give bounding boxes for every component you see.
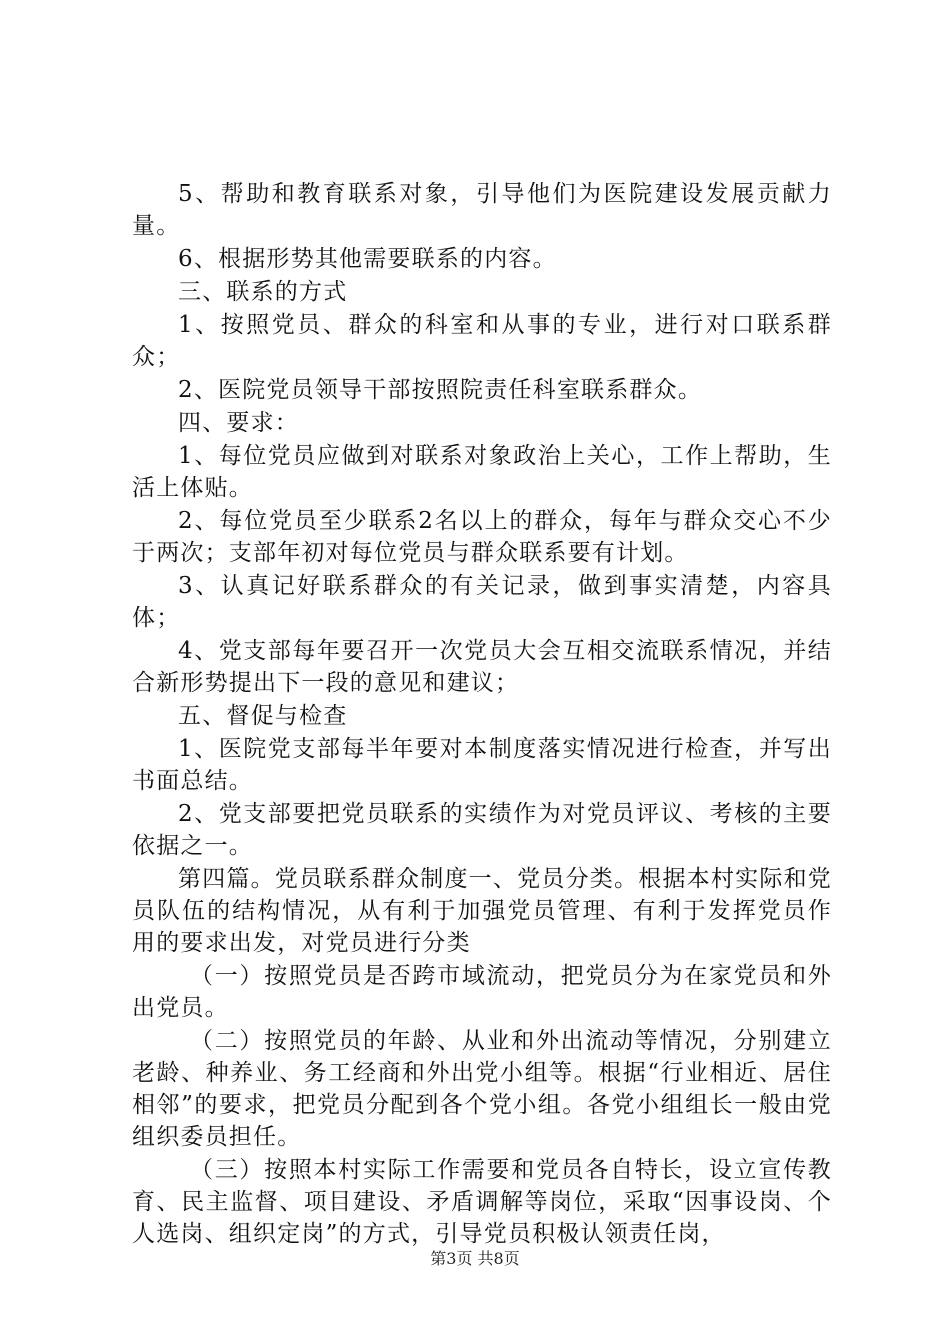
paragraph: 2、医院党员领导干部按照院责任科室联系群众。 (178, 377, 703, 403)
paragraph: （二）按照党员的年龄、从业和外出流动等情况，分别建立老龄、种养业、务工经商和外出党小组等。根据“行业相近、居住相邻”的要求，把党员分配到各个党小组。各党小组组长一般由党组织委员担任。 (132, 1028, 832, 1150)
paragraph: 2、党支部要把党员联系的实绩作为对党员评议、考核的主要依据之一。 (132, 801, 832, 859)
paragraph: 4、党支部每年要召开一次党员大会互相交流联系情况，并结合新形势提出下一段的意见和建议； (132, 638, 832, 696)
paragraph: 第四篇。党员联系群众制度一、党员分类。根据本村实际和党员队伍的结构情况，从有利于加强党员管理、有利于发挥党员作用的要求出发，对党员进行分类 (132, 866, 832, 956)
paragraph: 五、督促与检查 (178, 703, 348, 729)
paragraph: 1、按照党员、群众的科室和从事的专业，进行对口联系群众； (132, 312, 832, 370)
paragraph: 三、联系的方式 (178, 279, 348, 305)
paragraph: 3、认真记好联系群众的有关记录，做到事实清楚，内容具体； (132, 573, 832, 631)
page-footer: 第3页 共8页 (430, 1249, 520, 1268)
document-body (132, 178, 832, 1251)
paragraph: 1、每位党员应做到对联系对象政治上关心，工作上帮助，生活上体贴。 (132, 443, 832, 501)
paragraph: 四、要求： (178, 410, 299, 436)
paragraph: （三）按照本村实际工作需要和党员各自特长，设立宣传教育、民主监督、项目建设、矛盾调解等岗位，采取“因事设岗、个人选岗、组织定岗”的方式，引导党员积极认领责任岗， (132, 1157, 832, 1247)
paragraph: （一）按照党员是否跨市域流动，把党员分为在家党员和外出党员。 (132, 963, 832, 1021)
paragraph: 6、根据形势其他需要联系的内容。 (178, 246, 557, 272)
paragraph: 1、医院党支部每半年要对本制度落实情况进行检查，并写出书面总结。 (132, 736, 832, 794)
paragraph: 2、每位党员至少联系2名以上的群众，每年与群众交心不少于两次；支部年初对每位党员与群众联系要有计划。 (132, 508, 832, 566)
paragraph: 5、帮助和教育联系对象，引导他们为医院建设发展贡献力量。 (132, 181, 832, 239)
